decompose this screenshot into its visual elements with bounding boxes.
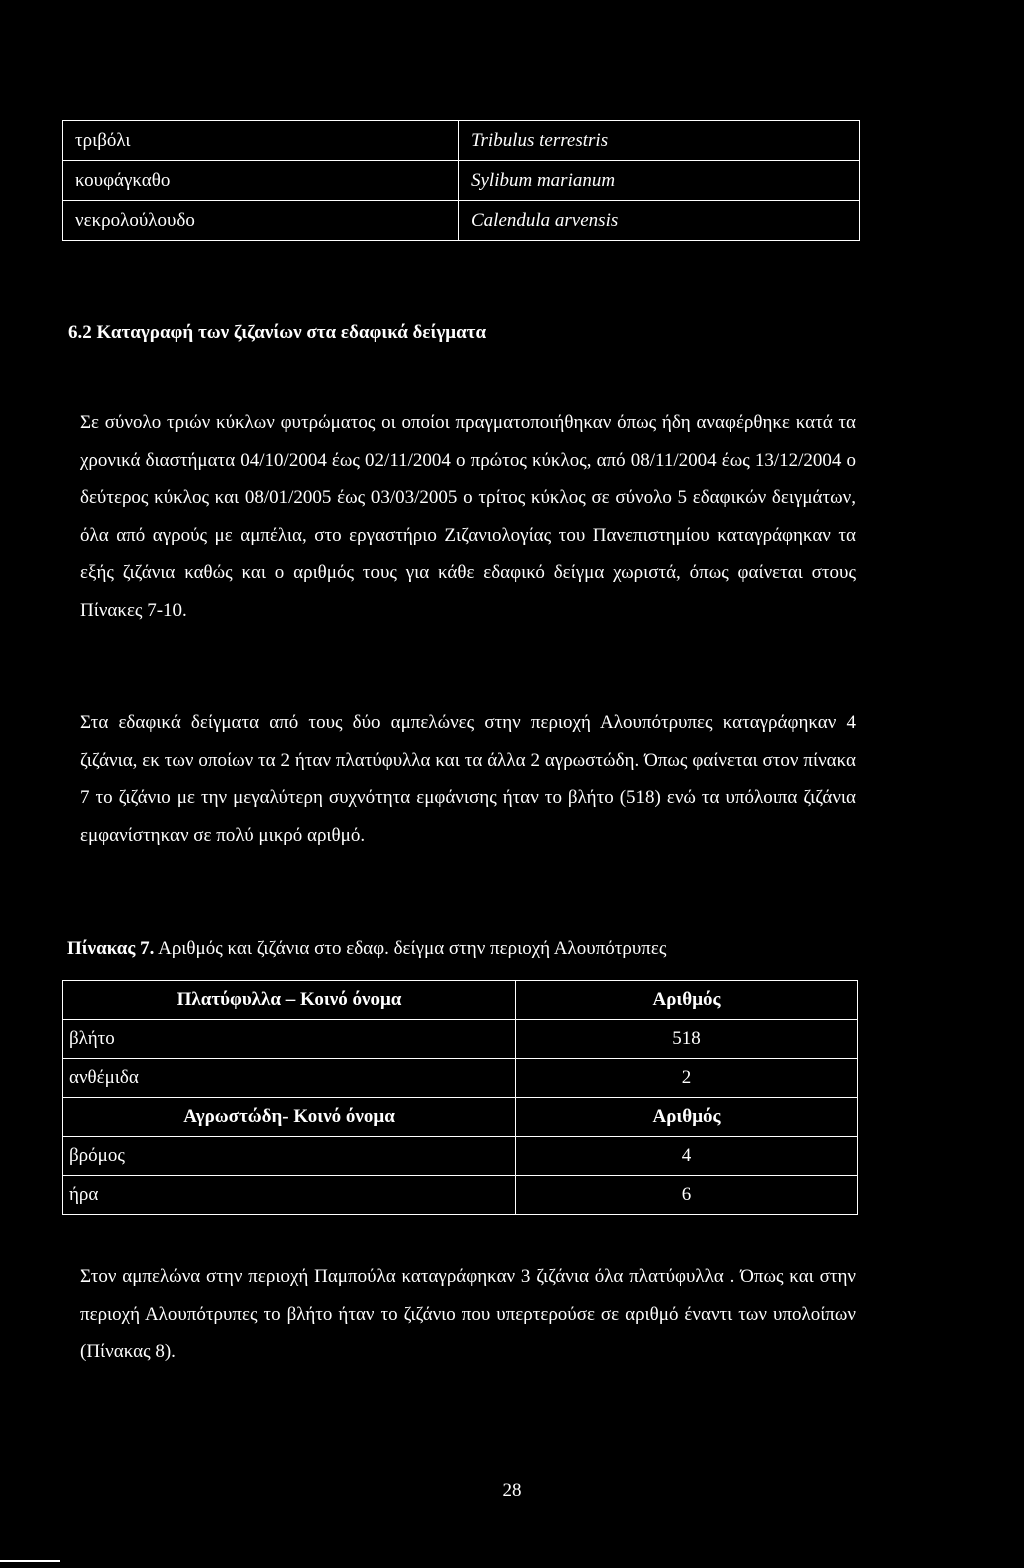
- weed-name-cell: βρόμος: [63, 1137, 516, 1176]
- weed-counts-table: [62, 980, 858, 1215]
- table-row: [63, 1137, 858, 1176]
- weed-name-cell: βλήτο: [63, 1020, 516, 1059]
- weed-name-cell: ήρα: [63, 1176, 516, 1215]
- table-row: [63, 161, 860, 201]
- table-caption-text: Αριθμός και ζιζάνια στο εδαφ. δείγμα στην περιοχή Αλουπότρυπες: [154, 938, 667, 959]
- paragraph-alopotrypes: Στα εδαφικά δείγματα από τους δύο αμπελώνες στην περιοχή Αλουπότρυπες καταγράφηκαν 4 ζιζάνια, εκ των οποίων τα 2 ήταν πλατύφυλλα και τα άλλα 2 αγρωστώδη. Όπως φαίνεται στον πίνακα 7 το ζιζάνιο με την μεγαλύτερη συχνότητα εμφάνισης ήταν το βλήτο (518) ενώ τα υπόλοιπα ζιζάνια εμφανίστηκαν σε πολύ μικρό αριθμό.: [80, 712, 856, 846]
- latin-name-cell: Tribulus terrestris: [459, 121, 860, 161]
- weed-count-cell: 518: [516, 1020, 858, 1059]
- table-row: [63, 121, 860, 161]
- count-header: Αριθμός: [516, 981, 858, 1020]
- broadleaf-header: Πλατύφυλλα – Κοινό όνομα: [63, 981, 516, 1020]
- species-table: [62, 120, 860, 241]
- common-name-cell: νεκρολούλουδο: [63, 201, 459, 241]
- table-header-row: [63, 1098, 858, 1137]
- page-number: 28: [502, 1480, 522, 1501]
- paragraph-survey-overview: Σε σύνολο τριών κύκλων φυτρώματος οι οποίοι πραγματοποιήθηκαν όπως ήδη αναφέρθηκε κατά τα χρονικά διαστήματα 04/10/2004 έως 02/11/2004 ο πρώτος κύκλος, από 08/11/2004 έως 13/12/2004 ο δεύτερος κύκλος και 08/01/2005 έως 03/03/2005 ο τρίτος κύκλος σε σύνολο 5 εδαφικών δειγμάτων, όλα από αγρούς με αμπέλια, στο εργαστήριο Ζιζανιολογίας του Πανεπιστημίου καταγράφηκαν τα εξής ζιζάνια καθώς και ο αριθμός τους για κάθε εδαφικό δείγμα χωριστά, όπως φαίνεται στους Πίνακες 7-10.: [80, 412, 856, 621]
- table-caption: [67, 938, 666, 960]
- latin-name-cell: Calendula arvensis: [459, 201, 860, 241]
- section-heading: 6.2 Καταγραφή των ζιζανίων στα εδαφικά δείγματα: [68, 322, 487, 343]
- weed-count-cell: 2: [516, 1059, 858, 1098]
- grass-header: Αγρωστώδη- Κοινό όνομα: [63, 1098, 516, 1137]
- scan-edge-mark: [0, 1560, 60, 1562]
- weed-count-cell: 6: [516, 1176, 858, 1215]
- table-row: [63, 1059, 858, 1098]
- weed-count-cell: 4: [516, 1137, 858, 1176]
- weed-name-cell: ανθέμιδα: [63, 1059, 516, 1098]
- table-caption-label: Πίνακας 7.: [67, 938, 155, 959]
- common-name-cell: τριβόλι: [63, 121, 459, 161]
- common-name-cell: κουφάγκαθο: [63, 161, 459, 201]
- table-row: [63, 1176, 858, 1215]
- table-header-row: [63, 981, 858, 1020]
- paragraph-pampoula: Στον αμπελώνα στην περιοχή Παμπούλα καταγράφηκαν 3 ζιζάνια όλα πλατύφυλλα . Όπως και στην περιοχή Αλουπότρυπες το βλήτο ήταν το ζιζάνιο που υπερτερούσε σε αριθμό έναντι των υπολοίπων (Πίνακας 8).: [80, 1266, 856, 1362]
- grass-count-header: Αριθμός: [516, 1098, 858, 1137]
- table-row: [63, 201, 860, 241]
- table-row: [63, 1020, 858, 1059]
- latin-name-cell: Sylibum marianum: [459, 161, 860, 201]
